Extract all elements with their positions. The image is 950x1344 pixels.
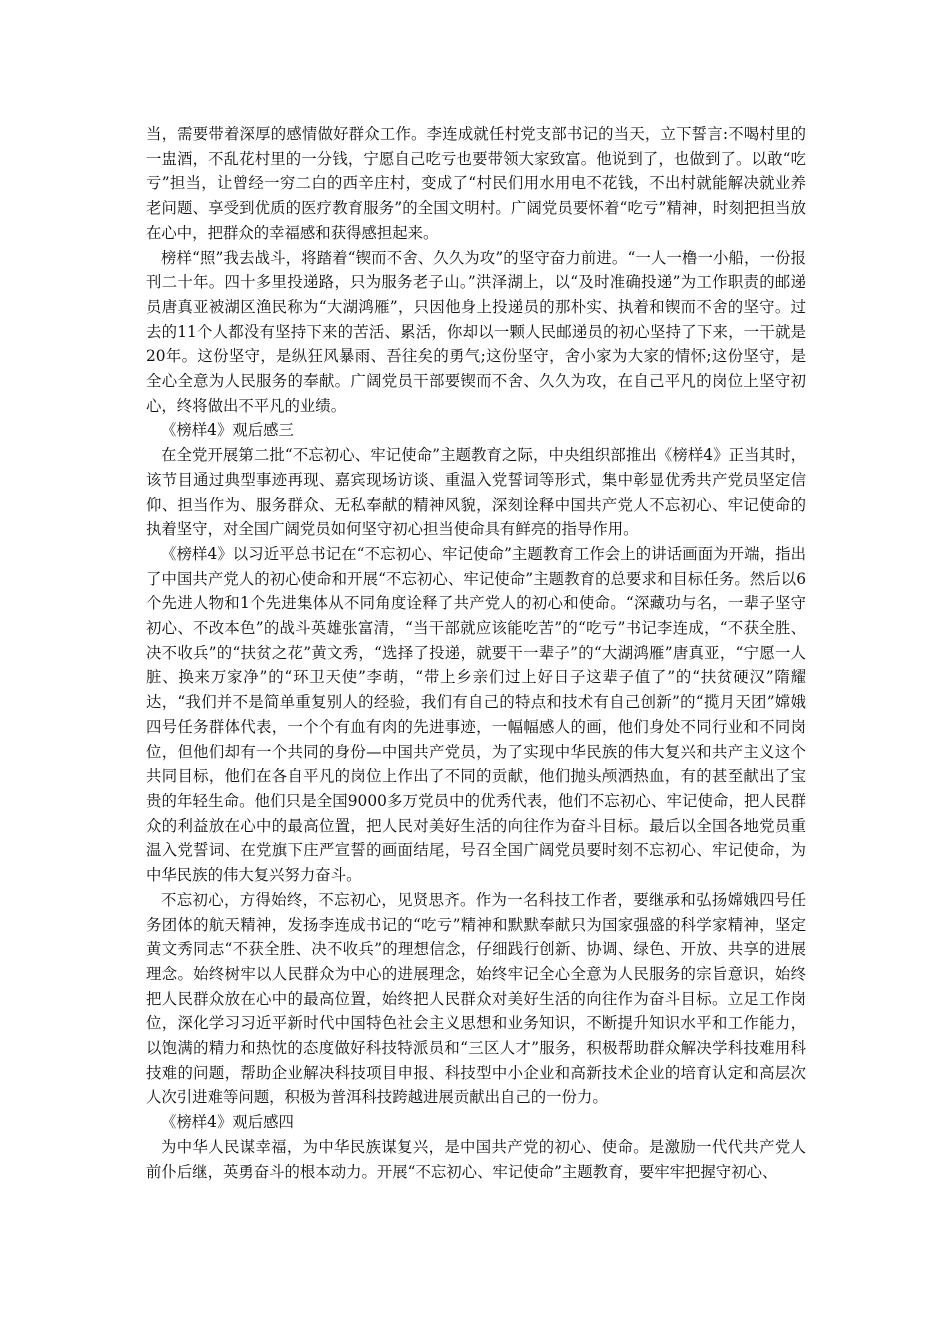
- paragraph-reflection: 不忘初心，方得始终，不忘初心，见贤思齐。作为一名科技工作者，要继承和弘扬嫦娥四号任务团体的航天精神，发扬李连成书记的“吃亏”精神和默默奉献只为国家强盛的科学家精神，坚定黄文秀同志“不获全胜、决不收兵”的理想信念，仔细践行创新、协调、绿色、开放、共享的进展理念。始终树牢以人民群众为中心的进展理念，始终牢记全心全意为人民服务的宗旨意识，始终把人民群众放在心中的最高位置，始终把人民群众对美好生活的向往作为奋斗目标。立足工作岗位，深化学习习近平新时代中国特色社会主义思想和业务知识，不断提升知识水平和工作能力，以饱满的精力和热忱的态度做好科技特派员和“三区人才”服务，积极帮助群众解决学科技难用科技难的问题，帮助企业解决科技项目申报、科技型中小企业和高新技术企业的培育认定和高层次人次引进难等问题，积极为普洱科技跨越进展贡献出自己的一份力。: [146, 890, 806, 1107]
- paragraph-program-summary: 《榜样4》以习近平总书记在“不忘初心、牢记使命”主题教育工作会上的讲话画面为开端，指出了中国共产党人的初心使命和开展“不忘初心、牢记使命”主题教育的总要求和目标任务。然后以6个先进人物和1个先进集体从不同角度诠释了共产党人的初心和使命。“深藏功与名，一辈子坚守初心、不改本色”的战斗英雄张富清，“当干部就应该能吃苦”的“吃亏”书记李连成，“不获全胜、决不收兵”的“扶贫之花”黄文秀，“选择了投递，就要干一辈子”的“大湖鸿雁”唐真亚，“宁愿一人脏、换来万家净”的“环卫天使”李萌，“带上乡亲们过上好日子这辈子值了”的“扶贫硬汉”隋耀达，“我们并不是简单重复别人的经验，我们有自己的特点和技术有自己创新”的“揽月天团”嫦娥四号任务群体代表，一个个有血有肉的先进事迹，一幅幅感人的画，他们身处不同行业和不同岗位，但他们却有一个共同的身份—中国共产党员，为了实现中华民族的伟大复兴和共产主义这个共同目标，他们在各自平凡的岗位上作出了不同的贡献，他们抛头颅洒热血，有的甚至献出了宝贵的年轻生命。他们只是全国9000多万党员中的优秀代表，他们不忘初心、牢记使命，把人民群众的利益放在心中的最高位置，把人民对美好生活的向往作为奋斗目标。最后以全国各地党员重温入党誓词、在党旗下庄严宣誓的画面结尾，号召全国广阔党员要时刻不忘初心、牢记使命，为中华民族的伟大复兴努力奋斗。: [146, 544, 806, 885]
- paragraph-intro-4: 为中华人民谋幸福，为中华民族谋复兴，是中国共产党的初心、使命。是激励一代代共产党人前仆后继，英勇奋斗的根本动力。开展“不忘初心、牢记使命”主题教育，要牢牢把握守初心、: [146, 1137, 806, 1181]
- paragraph-continued: 当，需要带着深厚的感情做好群众工作。李连成就任村党支部书记的当天，立下誓言:不喝村里的一盅酒，不乱花村里的一分钱，宁愿自己吃亏也要带领大家致富。他说到了，也做到了。以敢“吃亏”担当，让曾经一穷二白的西辛庄村，变成了“村民们用水用电不花钱，不出村就能解决就业养老问题、享受到优质的医疗教育服务”的全国文明村。广阔党员要怀着“吃亏”精神，时刻把担当放在心中，把群众的幸福感和获得感担起来。: [146, 125, 806, 242]
- paragraph-role-model-persistence: 榜样“照”我去战斗，将踏着“锲而不舍、久久为攻”的坚守奋力前进。“一人一橹一小船，一份报刊二十年。四十多里投递路，只为服务老子山。”洪泽湖上，以“及时准确投递”为工作职责的邮递员唐真亚被湖区渔民称为“大湖鸿雁”，只因他身上投递员的那朴实、执着和锲而不舍的坚守。过去的11个人都没有坚持下来的苦活、累活，你却以一颗人民邮递员的初心坚持了下来，一干就是20年。这份坚守，是纵狂风暴雨、吾往矣的勇气;这份坚守，舍小家为大家的情怀;这份坚守，是全心全意为人民服务的奉献。广阔党员干部要锲而不舍、久久为攻，在自己平凡的岗位上坚守初心，终将做出不平凡的业绩。: [146, 248, 806, 415]
- section-heading-3: 《榜样4》观后感三: [161, 421, 294, 440]
- document-body: [146, 122, 806, 1184]
- paragraph-intro-3: 在全党开展第二批“不忘初心、牢记使命”主题教育之际，中央组织部推出《榜样4》正当其时，该节目通过典型事迹再现、嘉宾现场访谈、重温入党誓词等形式，集中彰显优秀共产党员坚定信仰、担当作为、服务群众、无私奉献的精神风貌，深刻诠释中国共产党人不忘初心、牢记使命的执着坚守，对全国广阔党员如何坚守初心担当使命具有鲜亮的指导作用。: [146, 446, 806, 539]
- section-heading-4: 《榜样4》观后感四: [161, 1113, 294, 1132]
